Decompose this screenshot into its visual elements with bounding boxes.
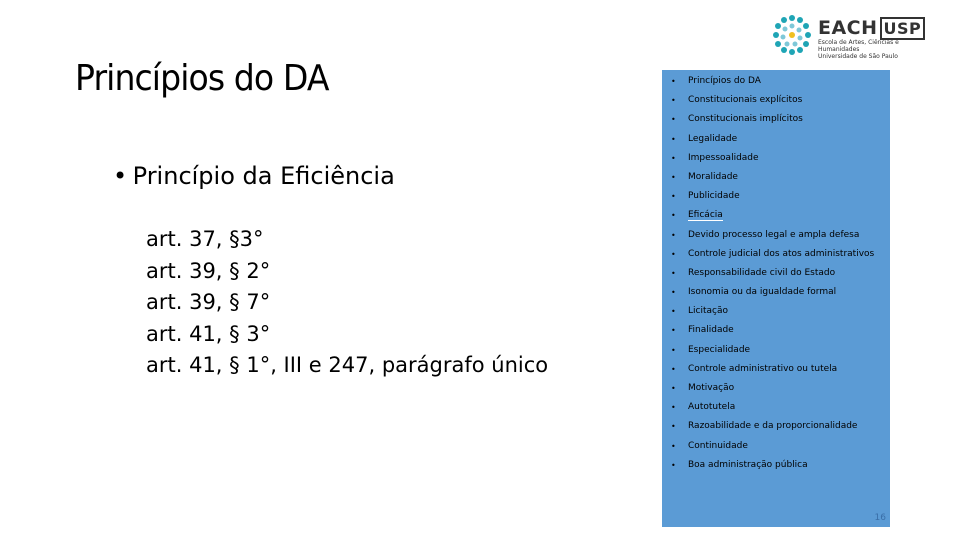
logo-subtitle-2: Universidade de São Paulo [818, 53, 898, 60]
list-item: • Moralidade [671, 171, 738, 182]
logo-text [818, 17, 934, 60]
article-line: art. 39, § 2° [146, 258, 271, 283]
article-line: art. 41, § 1°, III e 247, parágrafo único [146, 353, 549, 377]
logo-subtitle-1: Escola de Artes, Ciências e Humanidades [818, 39, 899, 53]
list-item: • Continuidade [671, 440, 748, 451]
principles-panel [662, 70, 890, 527]
page-number: 16 [874, 513, 886, 523]
list-item: • Controle administrativo ou tutela [671, 363, 838, 374]
list-item: • Princípios do DA [671, 76, 761, 86]
slide-title: Princípios do DA [75, 58, 329, 99]
list-item: • Publicidade [671, 191, 740, 202]
list-item: • Razoabilidade e da proporcionalidade [671, 421, 858, 432]
list-item: • Autotutela [671, 402, 736, 413]
list-item: • Especialidade [671, 344, 751, 355]
list-item: • Motivação [671, 383, 735, 393]
logo-wordmark [818, 17, 934, 39]
list-item: • Legalidade [671, 133, 738, 144]
list-item: • Boa administração pública [671, 459, 808, 470]
logo-emblem-icon [764, 8, 820, 64]
logo-name: EACH [818, 17, 878, 39]
bullet-dot: • [113, 162, 128, 190]
logo-usp: USP [880, 17, 926, 40]
list-item: • Constitucionais implícitos [671, 114, 803, 125]
article-line: art. 41, § 3° [146, 321, 271, 346]
list-item: • Responsabilidade civil do Estado [671, 267, 836, 278]
main-bullet [113, 162, 395, 190]
list-item: • Devido processo legal e ampla defesa [671, 229, 860, 240]
article-list [146, 224, 548, 382]
principles-list [662, 72, 890, 475]
list-item: • Constitucionais explícitos [671, 95, 803, 106]
list-item: • Impessoalidade [671, 152, 759, 163]
list-item: • Isonomia ou da igualdade formal [671, 287, 837, 298]
main-bullet-text: Princípio da Eficiência [132, 162, 395, 190]
list-item-active: • Eficácia [671, 210, 723, 221]
list-item: • Licitação [671, 306, 728, 317]
list-item: • Controle judicial dos atos administrativos [671, 248, 875, 259]
each-usp-logo [764, 8, 934, 64]
list-item: • Finalidade [671, 325, 734, 336]
article-line: art. 39, § 7° [146, 290, 271, 314]
article-line: art. 37, §3° [146, 227, 264, 251]
